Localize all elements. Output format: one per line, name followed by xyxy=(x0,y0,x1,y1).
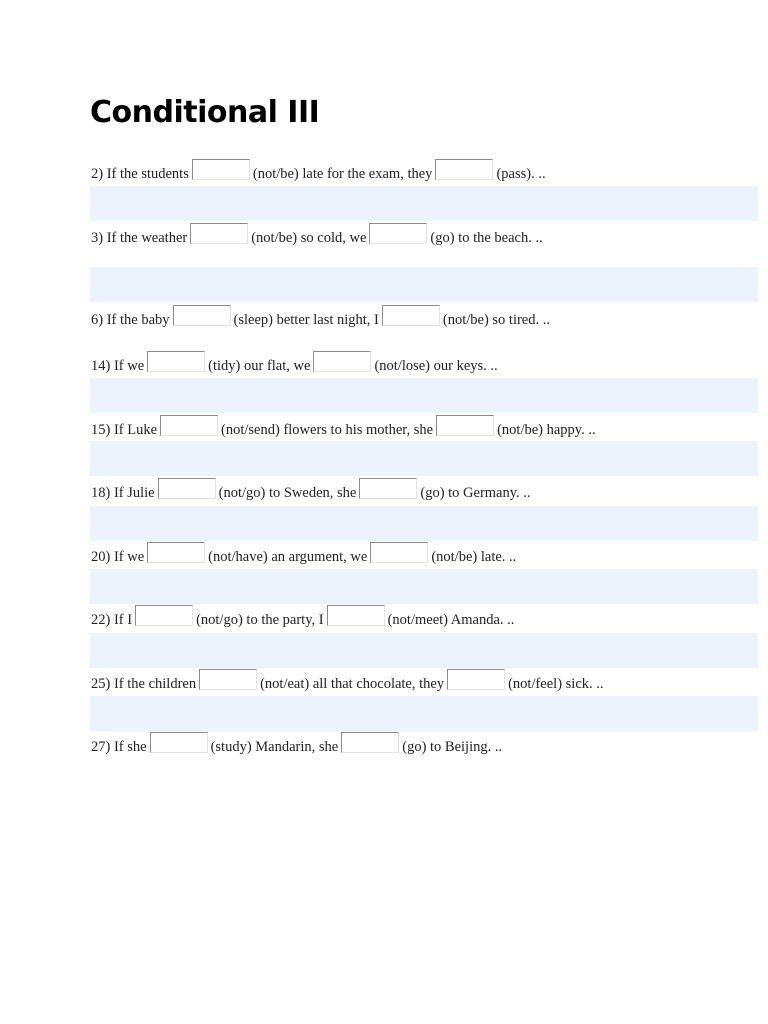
question-text-before: 22) If I xyxy=(91,612,133,628)
question-text-after: (not/be) happy. .. xyxy=(497,422,596,438)
answer-input[interactable] xyxy=(327,605,385,626)
question-text-middle: (not/go) to Sweden, she xyxy=(218,485,357,501)
question-text-before: 27) If she xyxy=(91,739,147,755)
question-line xyxy=(91,667,604,695)
question-line xyxy=(91,349,498,377)
question-text-after: (not/feel) sick. .. xyxy=(508,676,604,692)
question-text-middle: (sleep) better last night, I xyxy=(233,312,379,328)
row-separator xyxy=(90,378,758,413)
answer-input[interactable] xyxy=(199,669,257,690)
answer-input[interactable] xyxy=(370,542,428,563)
question-text-before: 14) If we xyxy=(91,358,145,374)
question-text-after: (not/lose) our keys. .. xyxy=(374,358,498,374)
answer-input[interactable] xyxy=(313,351,371,372)
question-line xyxy=(91,476,531,504)
question-text-middle: (tidy) our flat, we xyxy=(208,358,311,374)
question-text-after: (not/meet) Amanda. .. xyxy=(387,612,515,628)
question-line xyxy=(91,221,543,249)
answer-input[interactable] xyxy=(447,669,505,690)
question-text-after: (not/be) so tired. .. xyxy=(442,312,550,328)
answer-input[interactable] xyxy=(436,415,494,436)
question-text-before: 25) If the children xyxy=(91,676,197,692)
question-text-middle: (study) Mandarin, she xyxy=(210,739,339,755)
answer-input[interactable] xyxy=(173,305,231,326)
row-separator xyxy=(90,186,758,221)
question-text-before: 18) If Julie xyxy=(91,485,155,501)
answer-input[interactable] xyxy=(369,223,427,244)
question-line xyxy=(91,540,516,568)
answer-input[interactable] xyxy=(150,732,208,753)
answer-input[interactable] xyxy=(435,159,493,180)
row-separator xyxy=(90,267,758,302)
answer-input[interactable] xyxy=(147,351,205,372)
question-text-middle: (not/eat) all that chocolate, they xyxy=(260,676,445,692)
question-text-before: 15) If Luke xyxy=(91,422,158,438)
question-text-after: (go) to Beijing. .. xyxy=(402,739,503,755)
question-line xyxy=(91,730,502,758)
question-text-middle: (not/go) to the party, I xyxy=(196,612,324,628)
question-text-after: (go) to the beach. .. xyxy=(430,230,543,246)
question-text-after: (pass). .. xyxy=(496,166,546,182)
question-text-middle: (not/have) an argument, we xyxy=(208,549,368,565)
question-text-middle: (not/send) flowers to his mother, she xyxy=(221,422,434,438)
answer-input[interactable] xyxy=(160,415,218,436)
row-separator xyxy=(90,633,758,668)
row-separator xyxy=(90,506,758,541)
answer-input[interactable] xyxy=(382,305,440,326)
question-text-before: 6) If the baby xyxy=(91,312,170,328)
answer-input[interactable] xyxy=(135,605,193,626)
question-text-before: 3) If the weather xyxy=(91,230,188,246)
row-separator xyxy=(90,441,758,476)
answer-input[interactable] xyxy=(359,478,417,499)
answer-input[interactable] xyxy=(192,159,250,180)
question-text-before: 20) If we xyxy=(91,549,145,565)
answer-input[interactable] xyxy=(341,732,399,753)
question-line xyxy=(91,303,550,331)
row-separator xyxy=(90,696,758,731)
question-line xyxy=(91,603,514,631)
question-text-middle: (not/be) late for the exam, they xyxy=(252,166,433,182)
row-separator xyxy=(90,569,758,604)
question-line xyxy=(91,413,596,441)
answer-input[interactable] xyxy=(158,478,216,499)
page-title: Conditional III xyxy=(90,95,320,130)
answer-input[interactable] xyxy=(190,223,248,244)
question-line xyxy=(91,157,546,185)
answer-input[interactable] xyxy=(147,542,205,563)
question-text-after: (not/be) late. .. xyxy=(431,549,517,565)
question-text-before: 2) If the students xyxy=(91,166,189,182)
question-text-after: (go) to Germany. .. xyxy=(420,485,531,501)
question-text-middle: (not/be) so cold, we xyxy=(251,230,367,246)
